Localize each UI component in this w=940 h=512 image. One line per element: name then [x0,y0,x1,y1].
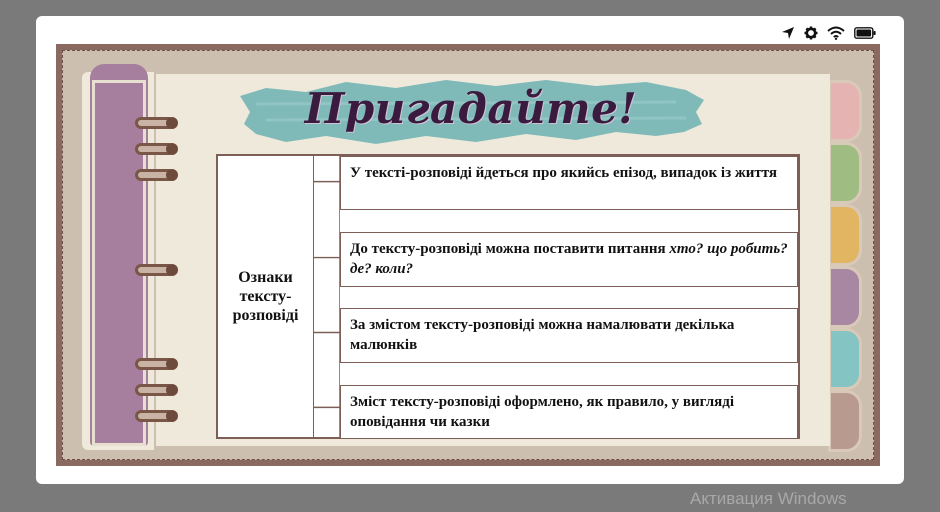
binder-ring-icon [135,143,175,155]
bracket-connector [314,156,340,437]
wifi-icon [827,26,845,40]
lesson-slide [56,44,880,466]
notebook-tab-green [828,142,862,204]
feature-item-3 [340,308,798,363]
feature-item-4 [340,385,798,439]
slide-title: Пригадайте! [304,84,638,133]
features-label: Ознаки тексту- розповіді [232,269,299,324]
feature-item-1-text: У тексті-розповіді йдеться про якийсь епізод, випадок із життя [350,165,778,181]
features-label-cell [218,156,314,437]
location-arrow-icon [781,26,795,40]
battery-icon [854,27,876,39]
notebook-tab-yellow [828,204,862,266]
binder-ring-icon [135,117,175,129]
feature-item-2-text: До тексту-розповіді можна поставити питання [350,241,670,257]
notebook-tab-purple [828,266,862,328]
notebook-tab-pink [828,80,862,142]
windows-activation-watermark: Активация Windows [690,489,847,508]
notebook-tab-teal [828,328,862,390]
binder-ring-icon [135,384,175,396]
feature-item-2 [340,232,798,287]
binder-ring-icon [135,264,175,276]
gear-icon [804,26,818,40]
feature-item-1 [340,156,798,210]
feature-item-3-text: За змістом тексту-розповіді можна намалювати декілька малюнків [350,317,735,353]
binder-ring-icon [135,358,175,370]
binder-ring-icon [135,410,175,422]
status-bar [781,25,876,41]
feature-item-2-questions: хто? що робить? де? коли? [350,241,788,277]
features-table [216,154,800,439]
notebook-tab-brown [828,390,862,452]
feature-item-4-text: Зміст тексту-розповіді оформлено, як правило, у вигляді оповідання чи казки [350,394,735,430]
binder-ring-icon [135,169,175,181]
